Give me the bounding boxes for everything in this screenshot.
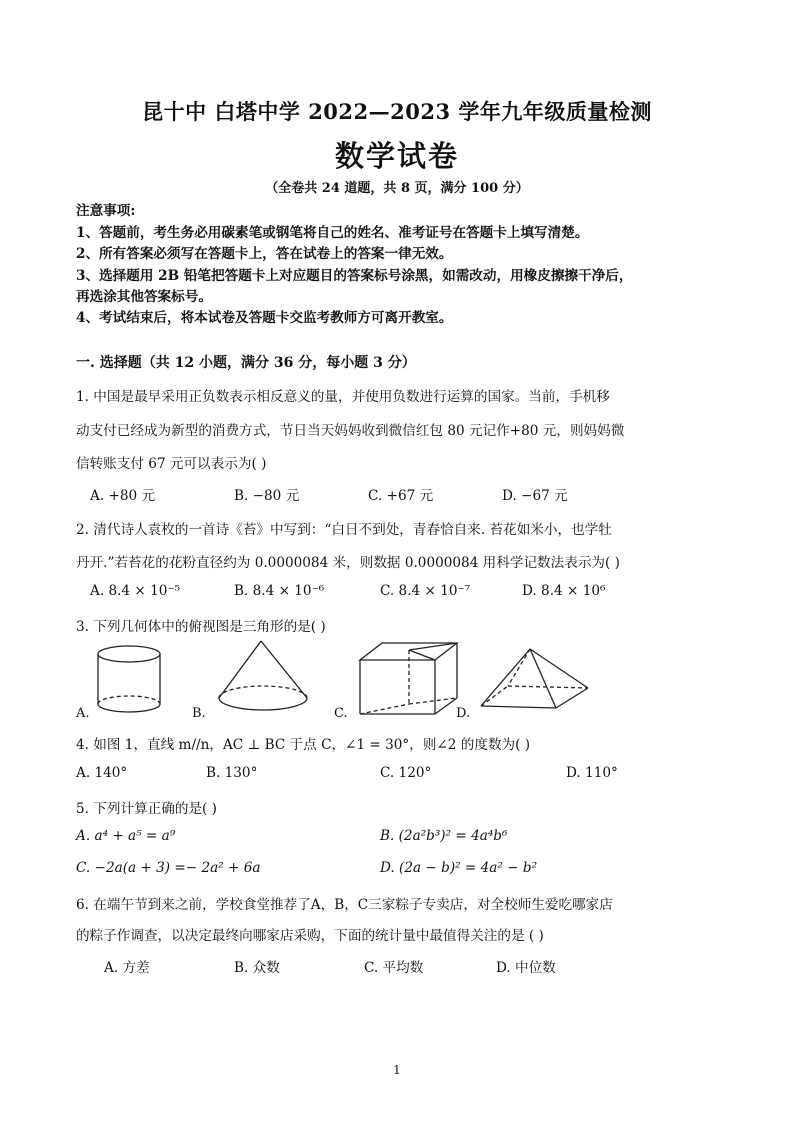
notes-item: 4、考试结束后，将本试卷及答题卡交监考教师方可离开教室。 — [76, 310, 453, 326]
question-5-line: 5. 下列计算正确的是( ) — [76, 801, 217, 817]
page-number: 1 — [393, 1063, 401, 1077]
question-1-line: 信转账支付 67 元可以表示为( ) — [76, 456, 267, 472]
question-6-line: 的粽子作调查，以决定最终向哪家店采购，下面的统计量中最值得关注的是 ( ) — [76, 928, 544, 944]
question-2-option-d: D. 8.4 × 10⁶ — [522, 583, 606, 599]
notes-item: 2、所有答案必须写在答题卡上，答在试卷上的答案一律无效。 — [76, 246, 453, 262]
question-3-option-b: B. — [192, 706, 206, 721]
question-5-option-b: B. (2a²b³)² = 4a⁴b⁶ — [380, 828, 508, 844]
question-2-option-c: C. 8.4 × 10⁻⁷ — [380, 583, 471, 599]
question-3-option-c: C. — [334, 706, 348, 721]
question-5-option-d: D. (2a − b)² = 4a² − b² — [380, 860, 538, 876]
question-4-option-b: B. 130° — [206, 765, 258, 781]
question-2-line: 丹开.”若苔花的花粉直径约为 0.0000084 米，则数据 0.0000084 用科学记数法表示为( ) — [76, 555, 620, 571]
question-3-option-d: D. — [456, 706, 471, 721]
question-6-option-a: A. 方差 — [104, 960, 150, 976]
triangular-prism-figure — [355, 638, 465, 722]
exam-header-title: 昆十中 白塔中学 2022—2023 学年九年级质量检测 — [142, 99, 652, 124]
question-3-line: 3. 下列几何体中的俯视图是三角形的是( ) — [76, 619, 326, 635]
section-heading: 一. 选择题（共 12 小题，满分 36 分，每小题 3 分） — [76, 355, 416, 371]
question-6-option-d: D. 中位数 — [496, 960, 556, 976]
question-6-line: 6. 在端午节到来之前，学校食堂推荐了A，B，C三家粽子专卖店，对全校师生爱吃哪家店 — [76, 897, 613, 913]
question-3-option-a: A. — [76, 706, 90, 721]
question-5-option-a: A. a⁴ + a⁵ = a⁹ — [76, 828, 176, 844]
question-2-option-a: A. 8.4 × 10⁻⁵ — [90, 583, 181, 599]
cone-figure — [214, 638, 314, 718]
exam-subject-title: 数学试卷 — [334, 139, 459, 173]
notes-item: 再选涂其他答案标号。 — [76, 289, 212, 305]
question-4-option-a: A. 140° — [76, 765, 128, 781]
exam-meta-info: （全卷共 24 道题，共 8 页，满分 100 分） — [265, 181, 529, 196]
question-4-line: 4. 如图 1，直线 m//n，AC ⊥ BC 于点 C，∠1 = 30°，则∠2 的度数为( ) — [76, 737, 531, 753]
question-1-line: 动支付已经成为新型的消费方式，节日当天妈妈收到微信红包 80 元记作+80 元，则妈妈微 — [76, 423, 625, 439]
question-1-option-d: D. −67 元 — [502, 488, 568, 504]
question-4-option-d: D. 110° — [566, 765, 618, 781]
notes-heading: 注意事项: — [76, 203, 136, 219]
question-6-option-b: B. 众数 — [234, 960, 280, 976]
question-1-line: 1. 中国是最早采用正负数表示相反意义的量，并使用负数进行运算的国家。当前，手机移 — [76, 389, 610, 405]
notes-item: 1、答题前，考生务必用碳素笔或钢笔将自己的姓名、准考证号在答题卡上填写清楚。 — [76, 225, 589, 241]
notes-item: 3、选择题用 2B 铅笔把答题卡上对应题目的答案标号涂黑，如需改动，用橡皮擦擦干净后， — [76, 268, 633, 284]
cylinder-figure — [92, 644, 168, 716]
question-1-option-c: C. +67 元 — [368, 488, 434, 504]
question-2-line: 2. 清代诗人袁枚的一首诗《苔》中写到：“白日不到处，青春恰自来. 苔花如米小，也学牡 — [76, 522, 612, 538]
question-1-option-b: B. −80 元 — [234, 488, 300, 504]
question-6-option-c: C. 平均数 — [364, 960, 424, 976]
question-5-option-c: C. −2a(a + 3) =− 2a² + 6a — [76, 860, 261, 876]
pyramid-figure — [476, 646, 596, 716]
question-1-option-a: A. +80 元 — [90, 488, 156, 504]
question-2-option-b: B. 8.4 × 10⁻⁶ — [234, 583, 325, 599]
question-4-option-c: C. 120° — [380, 765, 432, 781]
